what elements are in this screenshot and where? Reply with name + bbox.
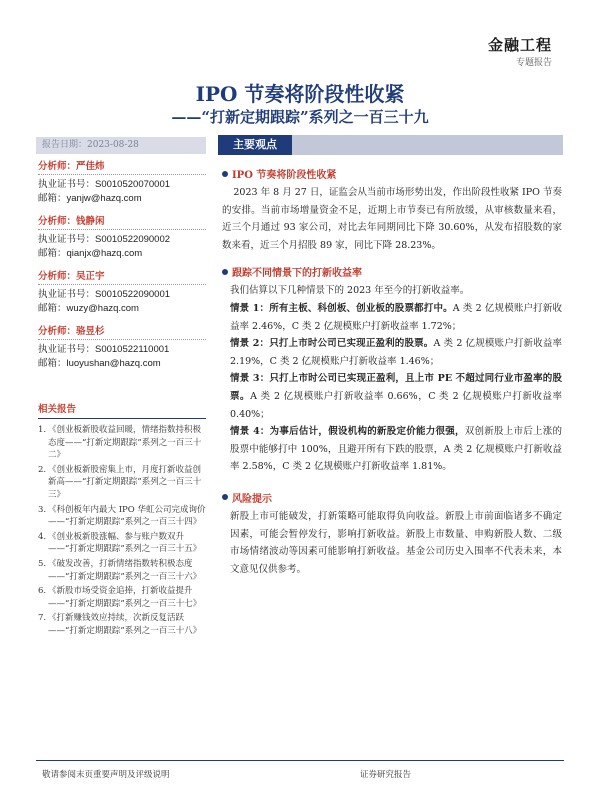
main-content bbox=[222, 166, 562, 588]
section-title: 跟踪不同情景下的打新收益率 bbox=[232, 268, 362, 280]
main-view-label: 主要观点 bbox=[218, 135, 292, 155]
analyst-email[interactable]: 邮箱：qianjx@hazq.com bbox=[38, 248, 143, 259]
section-risk bbox=[222, 490, 562, 578]
section-title: 风险提示 bbox=[232, 493, 272, 505]
scenario-intro: 我们估算以下几种情景下的 2023 年至今的打新收益率。 bbox=[230, 285, 470, 297]
analyst-cert: 执业证书号：S0010522090001 bbox=[38, 289, 171, 300]
analyst-email[interactable]: 邮箱：wuzy@hazq.com bbox=[38, 303, 139, 314]
item-title: 《破发改善，打新情绪指数转积极态度——“打新定期跟踪”系列之一百三十六》 bbox=[48, 558, 202, 582]
item-title: 《新股市场受资金追捧，打新收益提升——“打新定期跟踪”系列之一百三十七》 bbox=[48, 586, 202, 609]
bullet-icon bbox=[222, 494, 228, 500]
item-number: 7. bbox=[38, 613, 47, 624]
related-report-item[interactable] bbox=[38, 585, 206, 610]
item-number: 5. bbox=[38, 558, 47, 569]
analyst-cert: 执业证书号：S0010522110001 bbox=[38, 344, 170, 355]
page-title: IPO 节奏将阶段性收紧 bbox=[195, 82, 405, 106]
report-date: 报告日期：2023-08-28 bbox=[36, 137, 206, 154]
footer-report-type: 证券研究报告 bbox=[360, 770, 412, 780]
related-report-item[interactable] bbox=[38, 504, 206, 529]
related-report-item[interactable] bbox=[38, 558, 206, 583]
brand-title: 金融工程 bbox=[487, 36, 552, 54]
analyst bbox=[38, 268, 206, 316]
analyst bbox=[38, 323, 206, 371]
item-title: 《创业板新股密集上市，月度打新收益创新高——“打新定期跟踪”系列之一百三十三》 bbox=[48, 464, 202, 500]
analyst-name: 分析师：骆昱杉 bbox=[38, 323, 206, 340]
footer-disclaimer: 敬请参阅末页重要声明及评级说明 bbox=[42, 770, 170, 780]
analyst-cert: 执业证书号：S0010520070001 bbox=[38, 179, 171, 190]
scenario-item bbox=[230, 300, 562, 335]
section-heading bbox=[222, 264, 562, 279]
page-subtitle: ——“打新定期跟踪”系列之一百三十九 bbox=[171, 108, 429, 126]
item-number: 4. bbox=[38, 531, 47, 542]
item-title: 《创业板新股涨幅、参与账户数双升——“打新定期跟踪”系列之一百三十五》 bbox=[48, 531, 202, 555]
item-title: 《打新赚钱效应持续，次新反复活跃——“打新定期跟踪”系列之一百三十八》 bbox=[48, 613, 202, 636]
item-number: 6. bbox=[38, 586, 47, 597]
item-number: 1. bbox=[38, 425, 47, 435]
related-report-item[interactable] bbox=[38, 531, 206, 556]
analyst-name: 分析师：钱静闲 bbox=[38, 213, 206, 230]
scenario-item bbox=[230, 335, 562, 370]
scenario-lead: 情景 1：所有主板、科创板、创业板的股票都打中。 bbox=[230, 302, 453, 314]
left-column bbox=[38, 158, 206, 640]
analyst-name: 分析师：吴正宇 bbox=[38, 268, 206, 285]
analyst-name: 分析师：严佳炜 bbox=[38, 158, 206, 175]
scenario-lead: 情景 4：为事后估计，假设机构的新股定价能力很强， bbox=[230, 426, 465, 438]
section-ipo-pace bbox=[222, 166, 562, 254]
analyst-cert: 执业证书号：S0010522090002 bbox=[38, 234, 171, 245]
section-scenarios bbox=[222, 264, 562, 476]
scenario-lead: 情景 2：只打上市时公司已实现正盈利的股票。 bbox=[230, 338, 434, 350]
analyst bbox=[38, 213, 206, 261]
analyst-email[interactable]: 邮箱：yanjw@hazq.com bbox=[38, 193, 142, 204]
item-title: 《创业板新股收益回暖，情绪指数持积极态度——“打新定期跟踪”系列之一百三十二》 bbox=[48, 425, 202, 461]
related-report-item[interactable] bbox=[38, 464, 206, 502]
related-reports-heading: 相关报告 bbox=[38, 401, 206, 419]
scenario-item bbox=[230, 423, 562, 476]
analyst-email[interactable]: 邮箱：luoyushan@hazq.com bbox=[38, 358, 161, 369]
report-type: 专题报告 bbox=[515, 58, 552, 68]
related-report-item[interactable] bbox=[38, 612, 206, 637]
section-heading bbox=[222, 490, 562, 505]
main-view-bar bbox=[218, 135, 563, 155]
bullet-icon bbox=[222, 269, 228, 275]
section-text: 2023 年 8 月 27 日，证监会从当前市场形势出发，作出阶段性收紧 IPO 节奏的安排。当前市场增量资金不足，近期上市节奏已有所放缓，从审核数量来看，近三个月通过 93 家公司，对比去年同期同比下降 30.60%，从发布招股数的家数来看，近三个月招股 89 家，同比下降 28.23%。 bbox=[222, 187, 562, 251]
scenario-item bbox=[230, 370, 562, 423]
item-number: 3. bbox=[38, 504, 47, 515]
item-title: 《科创板年内最大 IPO 华虹公司完成询价——“打新定期跟踪”系列之一百三十四》 bbox=[48, 504, 206, 528]
item-number: 2. bbox=[38, 464, 47, 475]
footer-divider bbox=[36, 760, 564, 761]
section-title: IPO 节奏将阶段性收紧 bbox=[232, 170, 337, 181]
scenario-detail: A 类 2 亿规模账户打新收益率 0.66%，C 类 2 亿规模账户打新收益率 0.40%； bbox=[230, 390, 562, 420]
scenario-detail: A 类 2 亿规模账户打新收益率 2.19%，C 类 2 亿规模账户打新收益率 1.46%； bbox=[230, 338, 563, 367]
bullet-icon bbox=[222, 171, 228, 177]
section-heading bbox=[222, 166, 562, 181]
scenario-detail: 双创新股上市后上涨的股票中能够打中 100%，且避开所有下跌的股票，A 类 2 亿规模账户打新收益率 2.58%，C 类 2 亿规模账户打新收益率 1.81%。 bbox=[230, 426, 562, 473]
related-report-item[interactable] bbox=[38, 424, 206, 462]
scenario-detail: A 类 2 亿规模账户打新收益率 2.46%，C 类 2 亿规模账户打新收益率 1.72%； bbox=[230, 302, 562, 332]
section-text: 新股上市可能破发，打新策略可能取得负向收益。新股上市前面临诸多不确定因素，可能会暂停发行，影响打新收益。新股上市数量、申购新股人数、二级市场情绪波动等因素可能影响打新收益。基金公司历史入围率不代表未来，本文意见仅供参考。 bbox=[230, 510, 562, 575]
analyst bbox=[38, 158, 206, 206]
scenario-lead: 情景 3：只打上市时公司已实现正盈利，且上市 PE 不超过同行业市盈率的股票。 bbox=[230, 373, 562, 402]
